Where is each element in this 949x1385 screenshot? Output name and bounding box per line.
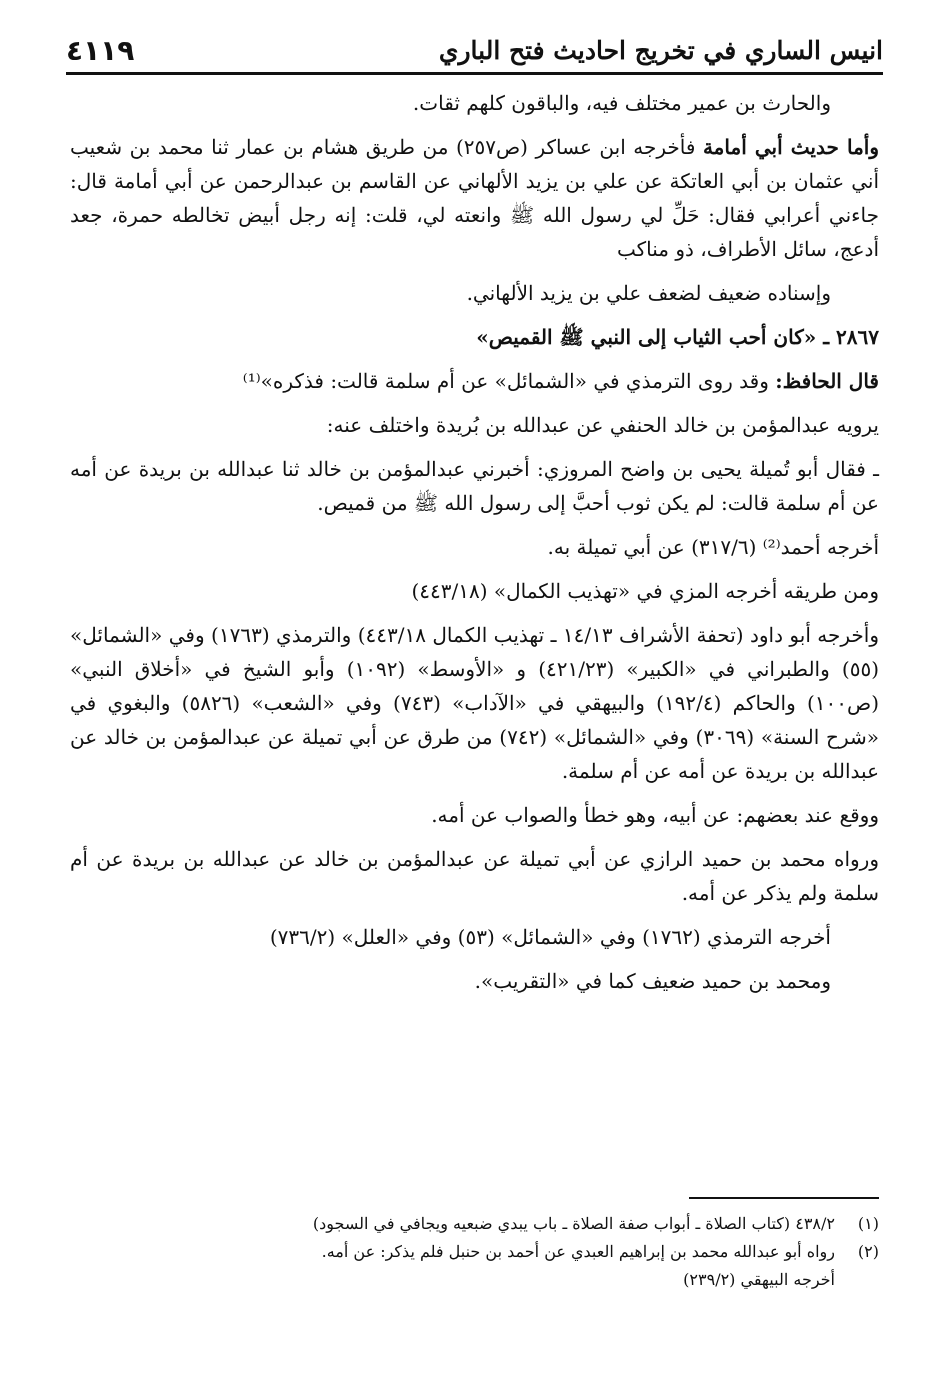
paragraph: يرويه عبدالمؤمن بن خالد الحنفي عن عبدالله بن بُريدة واختلف عنه: <box>326 413 879 437</box>
paragraph: قال الحافظ: وقد روى الترمذي في «الشمائل» عن أم سلمة قالت: فذكره»⁽¹⁾ <box>242 369 879 393</box>
paragraph: ومن طريقه أخرجه المزي في «تهذيب الكمال» (٤٤٣/١٨) <box>411 579 879 603</box>
footnote <box>70 1238 879 1266</box>
paragraph: وأخرجه أبو داود (تحفة الأشراف ١٤/١٣ ـ تهذيب الكمال ٤٤٣/١٨) والترمذي (١٧٦٣) وفي «الشمائل» (٥٥) والطبراني في «الكبير» (٤٢١/٢٣) و «الأوسط» (١٠٩٢) وأبو الشيخ في «أخلاق النبي» (ص١٠٠) والحاكم (١٩٢/٤) والبيهقي في «الآداب» (٧٤٣) وفي «الشعب» (٥٨٢٦) والبغوي في «شرح السنة» (٣٠٦٩) وفي «الشمائل» (٧٤٢) من طرق عن أبي تميلة عن عبدالمؤمن بن خالد عن عبدالله بن بريدة عن أمه عن أم سلمة. <box>70 623 879 783</box>
paragraph: وأما حديث أبي أمامة فأخرجه ابن عساكر (ص٢٥٧) من طريق هشام بن عمار ثنا محمد بن شعيب أني عثمان بن أبي العاتكة عن علي بن يزيد الألهاني عن القاسم بن عبدالرحمن عن أبي أمامة قال: جاءني أعرابي فقال: حَلِّ لي رسول الله ﷺ وانعته لي، قلت: إنه رجل أبيض تخالطه حمرة، جعد أدعج، سائل الأطراف، ذو مناكب <box>70 135 879 261</box>
page-header <box>66 28 883 72</box>
footnote <box>70 1210 879 1238</box>
page-number: ٤١١٩ <box>66 33 135 67</box>
paragraph: وإسناده ضعيف لضعف علي بن يزيد الألهاني. <box>466 281 831 305</box>
paragraph: ـ فقال أبو تُميلة يحيى بن واضح المروزي: أخبرني عبدالمؤمن بن خالد ثنا عبدالله بن بريدة عن أمه عن أم سلمة قالت: لم يكن ثوب أحبَّ إلى رسول الله ﷺ من قميص. <box>70 457 879 515</box>
paragraph: ووقع عند بعضهم: عن أبيه، وهو خطأ والصواب عن أمه. <box>431 803 879 827</box>
paragraph: أخرجه أحمد⁽²⁾ (٣١٧/٦) عن أبي تميلة به. <box>547 535 879 559</box>
footnote-rule <box>689 1197 879 1199</box>
paragraph: ومحمد بن حميد ضعيف كما في «التقريب». <box>474 969 831 993</box>
header-rule <box>66 72 883 75</box>
book-title: انيس الساري في تخريج احاديث فتح الباري <box>438 35 883 65</box>
main-text <box>70 86 879 1008</box>
footnote-continuation: أخرجه البيهقي (٢٣٩/٢) <box>683 1270 835 1289</box>
footnote-number: (١) <box>857 1214 879 1233</box>
paragraph: والحارث بن عمير مختلف فيه، والباقون كلهم ثقات. <box>412 91 831 115</box>
footnote-text: ٤٣٨/٢ (كتاب الصلاة ـ أبواب صفة الصلاة ـ باب يبدي ضبعيه ويجافي في السجود) <box>312 1214 835 1233</box>
paragraph: أخرجه الترمذي (١٧٦٢) وفي «الشمائل» (٥٣) وفي «العلل» (٧٣٦/٢) <box>269 925 831 949</box>
paragraph: ورواه محمد بن حميد الرازي عن أبي تميلة عن عبدالمؤمن بن خالد عن عبدالله بن بريدة عن أم سلمة ولم يذكر عن أمه. <box>70 847 879 905</box>
footnote-number: (٢) <box>857 1242 879 1261</box>
footnote-text: رواه أبو عبدالله محمد بن إبراهيم العبدي عن أحمد بن حنبل فلم يذكر: عن أمه. <box>321 1242 835 1261</box>
hadith-heading: ٢٨٦٧ ـ «كان أحب الثياب إلى النبي ﷺ القميص» <box>476 325 879 349</box>
footnotes <box>70 1210 879 1294</box>
